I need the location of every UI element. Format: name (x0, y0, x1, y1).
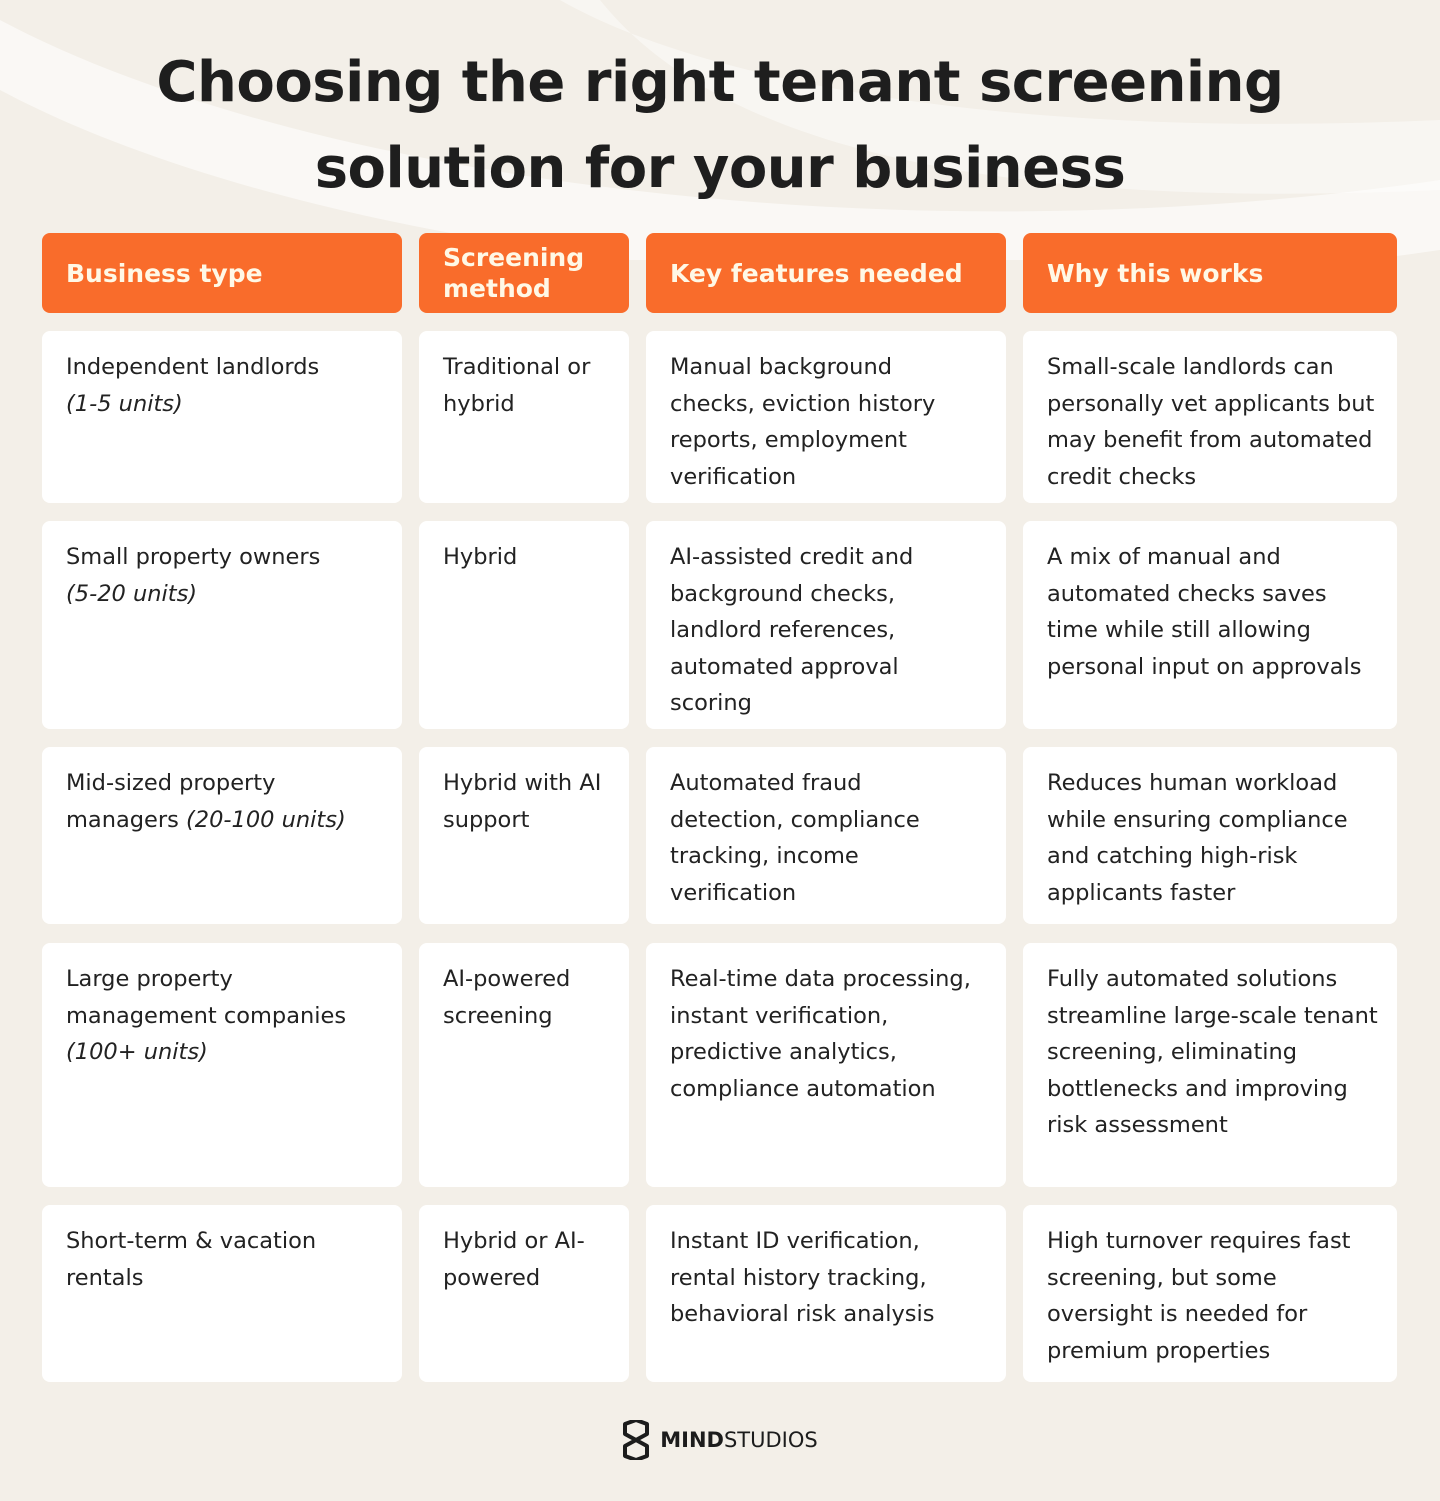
business-type-text: Large property management companies (66, 966, 347, 1029)
cell-key-features: Manual background checks, eviction history reports, employment verification (646, 331, 1006, 503)
brand-name (660, 1428, 817, 1452)
header-why-this-works: Why this works (1023, 233, 1397, 313)
mind-studios-logo-icon (622, 1420, 650, 1460)
header-business-type: Business type (42, 233, 402, 313)
business-type-text: Small property owners (66, 544, 321, 570)
cell-key-features: Real-time data processing, instant verification, predictive analytics, compliance automation (646, 943, 1006, 1187)
units-text: (100+ units) (66, 1039, 208, 1065)
cell-screening-method: Hybrid or AI-powered (419, 1205, 629, 1382)
header-key-features: Key features needed (646, 233, 1006, 313)
cell-why-this-works: Fully automated solutions streamline large-scale tenant screening, eliminating bottlenecks and improving risk assessment (1023, 943, 1397, 1187)
cell-screening-method: Hybrid with AI support (419, 747, 629, 924)
title-line-2: solution for your business (314, 136, 1126, 201)
cell-screening-method: AI-powered screening (419, 943, 629, 1187)
units-text: (5-20 units) (66, 580, 198, 607)
business-type-text: Independent landlords (66, 354, 320, 380)
cell-business-type (42, 943, 402, 1187)
cell-why-this-works: A mix of manual and automated checks saves time while still allowing personal input on approvals (1023, 521, 1397, 729)
cell-business-type (42, 331, 402, 503)
cell-why-this-works: Reduces human workload while ensuring compliance and catching high-risk applicants faster (1023, 747, 1397, 924)
cell-business-type (42, 747, 402, 924)
cell-business-type (42, 1205, 402, 1382)
cell-key-features: Instant ID verification, rental history tracking, behavioral risk analysis (646, 1205, 1006, 1382)
brand-footer (0, 1420, 1440, 1460)
cell-screening-method: Traditional or hybrid (419, 331, 629, 503)
units-text: (1-5 units) (66, 390, 183, 417)
title-line-1: Choosing the right tenant screening (156, 50, 1284, 115)
cell-business-type (42, 521, 402, 729)
cell-key-features: Automated fraud detection, compliance tracking, income verification (646, 747, 1006, 924)
brand-name-regular: STUDIOS (723, 1428, 818, 1452)
cell-key-features: AI-assisted credit and background checks, landlord references, automated approval scoring (646, 521, 1006, 729)
page-title (0, 40, 1440, 212)
brand-name-bold: MIND (660, 1428, 724, 1452)
units-text: (20-100 units) (186, 806, 346, 833)
cell-screening-method: Hybrid (419, 521, 629, 729)
cell-why-this-works: Small-scale landlords can personally vet applicants but may benefit from automated credit checks (1023, 331, 1397, 503)
cell-why-this-works: High turnover requires fast screening, but some oversight is needed for premium properties (1023, 1205, 1397, 1382)
business-type-text: Short-term & vacation rentals (66, 1228, 317, 1291)
header-screening-method: Screening method (419, 233, 629, 313)
business-type-text: Mid-sized property managers (66, 770, 276, 833)
